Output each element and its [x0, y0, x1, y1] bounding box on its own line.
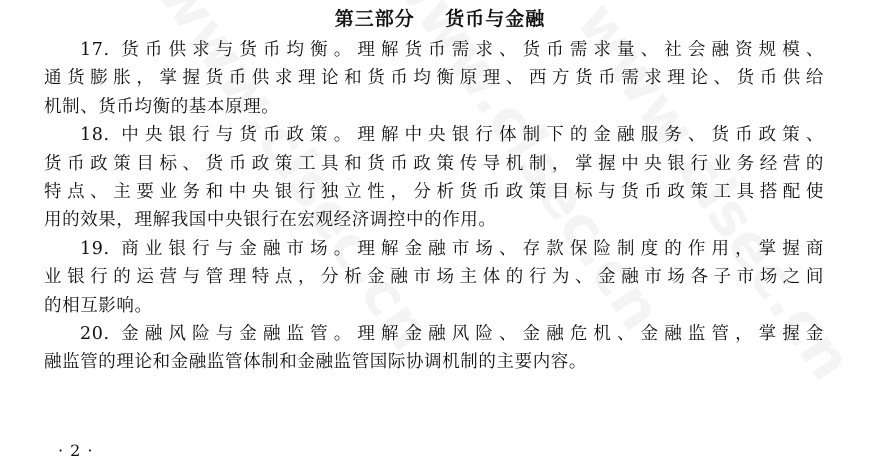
text-line: 17. 货币供求与货币均衡。理解货币需求、货币需求量、社会融资规模、	[80, 40, 824, 60]
paragraph-17	[44, 36, 824, 121]
text-line: 机制、货币均衡的基本原理。	[44, 96, 280, 117]
text-line: 的相互影响。	[44, 295, 153, 316]
text-line: 用的效果，理解我国中央银行在宏观经济调控中的作用。	[44, 210, 497, 231]
text-line: 特点、主要业务和中央银行独立性，分析货币政策目标与货币政策工具搭配使	[44, 181, 824, 202]
text-line: 18. 中央银行与货币政策。理解中央银行体制下的金融服务、货币政策、	[80, 125, 824, 146]
text-line: 通货膨胀，掌握货币供求理论和货币均衡原理、西方货币需求理论、货币供给	[44, 68, 824, 89]
text-line: 业银行的运营与管理特点，分析金融市场主体的行为、金融市场各子市场之间	[44, 267, 824, 288]
text-line: 20. 金融风险与金融监管。理解金融风险、金融危机、金融监管，掌握金	[80, 323, 824, 344]
paragraph-18	[44, 121, 824, 235]
body-text	[44, 36, 824, 377]
section-title: 第三部分 货币与金融	[334, 8, 546, 30]
text-line: 货币政策目标、货币政策工具和货币政策传导机制，掌握中央银行业务经营的	[44, 153, 824, 174]
paragraph-20	[44, 320, 824, 377]
text-line: 19. 商业银行与金融市场。理解金融市场、存款保险制度的作用，掌握商	[80, 238, 824, 259]
text-line: 融监管的理论和金融监管体制和金融监管国际协调机制的主要内容。	[44, 352, 587, 373]
page-number: · 2 ·	[58, 441, 94, 460]
paragraph-19	[44, 235, 824, 320]
